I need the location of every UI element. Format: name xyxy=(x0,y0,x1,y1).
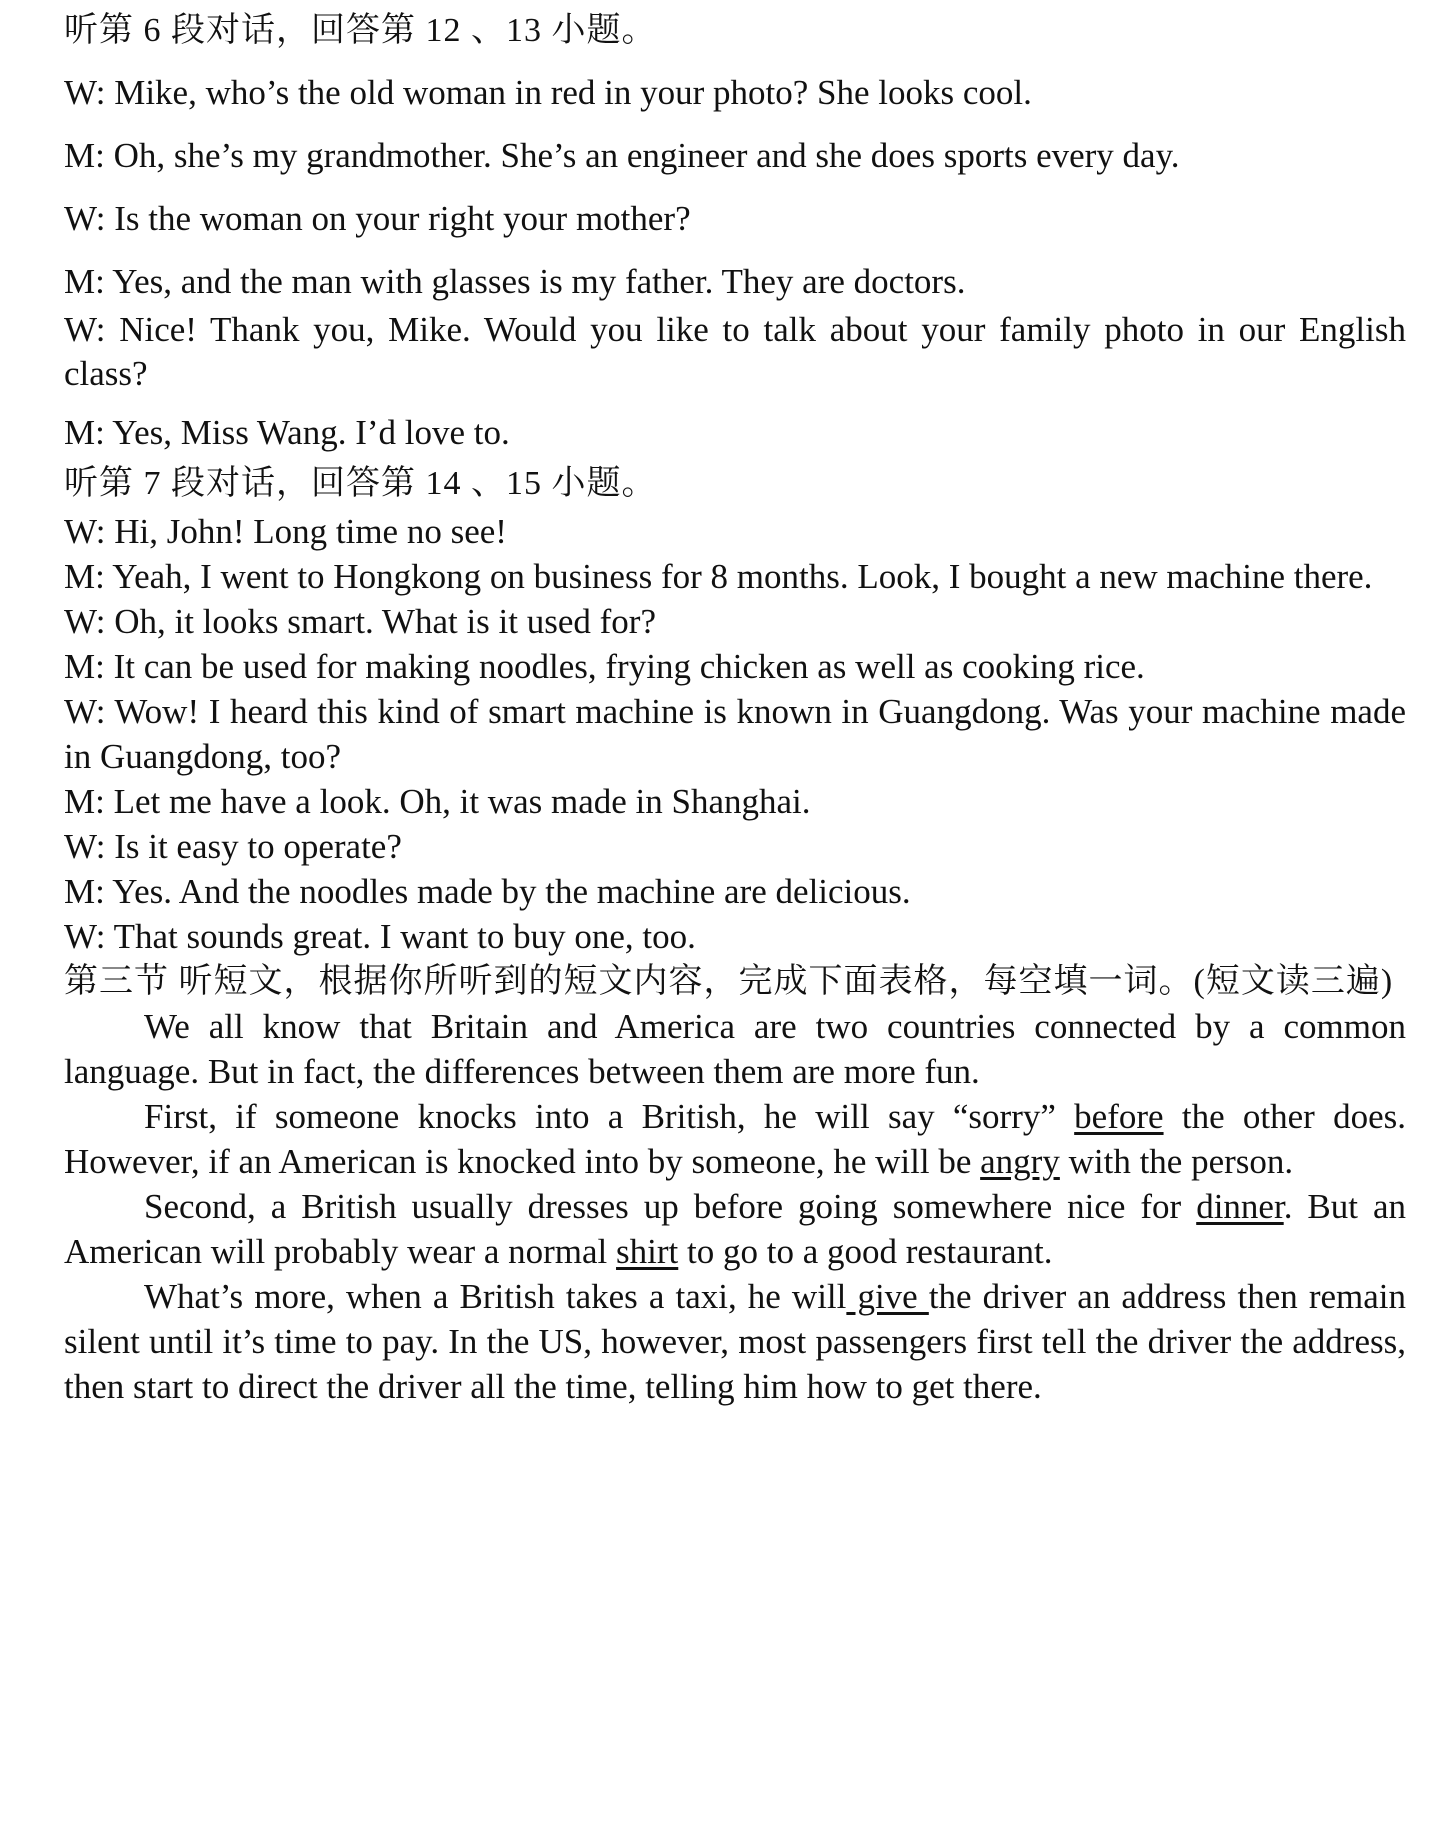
dialogue-line: W: Is it easy to operate? xyxy=(64,827,402,866)
passage-text: to go to a good restaurant. xyxy=(678,1232,1053,1271)
dialogue-line: M: Oh, she’s my grandmother. She’s an engineer and she does sports every day. xyxy=(64,136,1180,175)
passage-text: What’s more, when a British takes a taxi, he will xyxy=(144,1277,847,1316)
dialogue-line: W: Mike, who’s the old woman in red in your photo? She looks cool. xyxy=(64,73,1032,112)
document-page xyxy=(64,6,1406,1409)
passage-text: First, if someone knocks into a British, he will say “sorry” xyxy=(144,1097,1075,1136)
dialogue-line: M: Yes. And the noodles made by the machine are delicious. xyxy=(64,872,911,911)
passage-text: the other does. However, if an American is knocked into by someone, he will be xyxy=(64,1097,1406,1181)
part-3-heading: 第三节 听短文，根据你所听到的短文内容，完成下面表格，每空填一词。(短文读三遍) xyxy=(64,963,1394,1000)
passage-text: with the person. xyxy=(1059,1142,1294,1181)
dialogue-line: W: Is the woman on your right your mother? xyxy=(64,199,691,238)
answer-underline: angry xyxy=(980,1142,1060,1181)
dialogue-line: M: Yeah, I went to Hongkong on business for 8 months. Look, I bought a new machine there. xyxy=(64,557,1373,596)
section-6-heading: 听第 6 段对话，回答第 12 、13 小题。 xyxy=(64,12,657,49)
dialogue-line: W: Hi, John! Long time no see! xyxy=(64,512,507,551)
dialogue-line: M: Yes, and the man with glasses is my father. They are doctors. xyxy=(64,262,966,301)
passage-paragraph-1: We all know that Britain and America are two countries connected by a common language. But in fact, the differences between them are more fun. xyxy=(64,1007,1406,1091)
dialogue-line: W: Nice! Thank you, Mike. Would you like to talk about your family photo in our English class? xyxy=(64,310,1406,393)
dialogue-line: W: That sounds great. I want to buy one, too. xyxy=(64,917,696,956)
passage-text: the driver an address then remain silent until it’s time to pay. In the US, however, most passengers first tell the driver the address, then start to direct the driver all the time, telling him how to get there. xyxy=(64,1277,1406,1406)
passage-text: Second, a British usually dresses up before going somewhere nice for xyxy=(144,1187,1197,1226)
dialogue-line: W: Wow! I heard this kind of smart machine is known in Guangdong. Was your machine made in Guangdong, too? xyxy=(64,692,1406,776)
answer-underline: before xyxy=(1074,1097,1164,1136)
section-7-heading: 听第 7 段对话，回答第 14 、15 小题。 xyxy=(64,465,657,502)
passage-paragraph-2 xyxy=(64,1094,1406,1184)
dialogue-line: M: Let me have a look. Oh, it was made in Shanghai. xyxy=(64,782,811,821)
answer-underline: give xyxy=(846,1277,929,1316)
dialogue-line: W: Oh, it looks smart. What is it used for? xyxy=(64,602,656,641)
passage-text: . But an American will probably wear a normal xyxy=(64,1187,1407,1271)
passage-paragraph-3 xyxy=(64,1184,1406,1274)
dialogue-line: M: It can be used for making noodles, frying chicken as well as cooking rice. xyxy=(64,647,1145,686)
answer-underline: dinner xyxy=(1196,1187,1284,1226)
dialogue-line: M: Yes, Miss Wang. I’d love to. xyxy=(64,413,510,452)
passage-paragraph-4 xyxy=(64,1274,1406,1409)
answer-underline: shirt xyxy=(616,1232,679,1271)
